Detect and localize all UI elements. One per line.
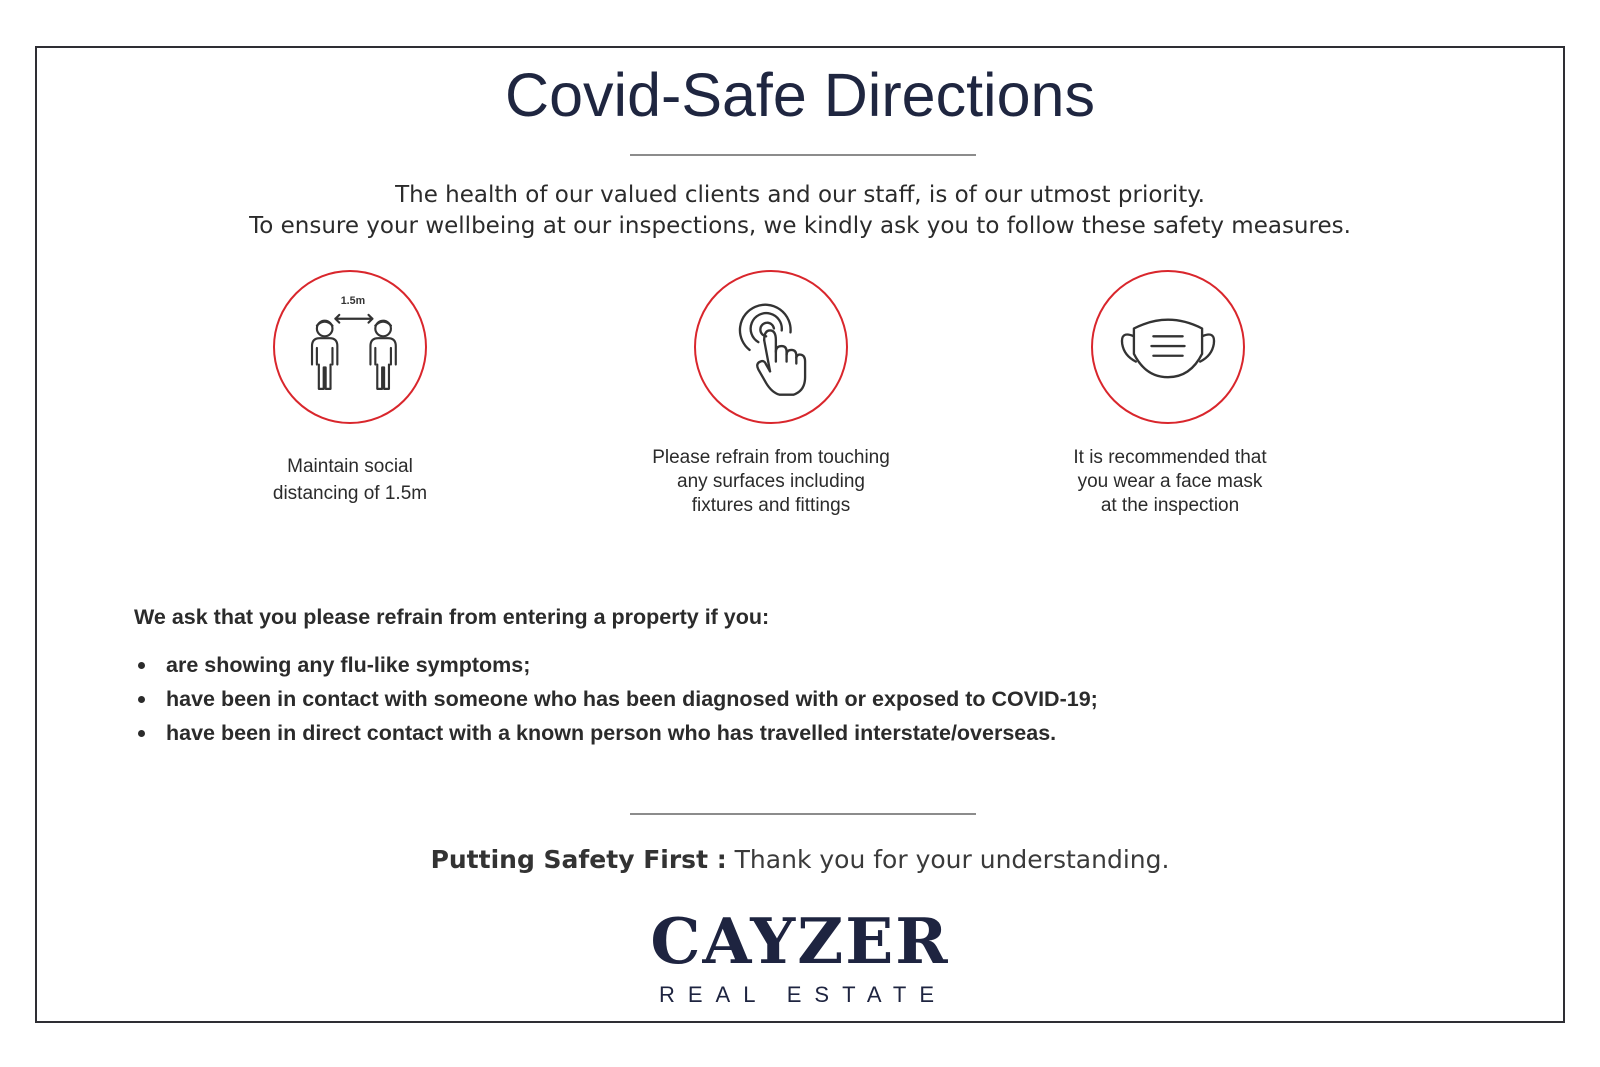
brand-tagline: REAL ESTATE: [658, 982, 948, 1007]
footer-divider: [630, 813, 976, 815]
list-item: [134, 682, 1098, 716]
social-distancing-icon: [273, 270, 427, 424]
restrictions-list: [134, 648, 1098, 750]
caption-line: at the inspection: [1100, 495, 1240, 516]
bullet-icon: [138, 662, 145, 669]
brand-logo: CAYZER: [650, 904, 950, 978]
closing-text: Thank you for your understanding.: [726, 845, 1170, 874]
restrictions-heading: We ask that you please refrain from entering a property if you:: [134, 605, 770, 629]
title-divider: [630, 154, 976, 156]
touch-hand-icon: [694, 270, 848, 424]
caption-social-distancing: [253, 455, 447, 506]
caption-line: It is recommended that: [1073, 447, 1267, 468]
caption-line: you wear a face mask: [1077, 471, 1263, 492]
closing-strong: Putting Safety First :: [430, 845, 727, 874]
bullet-icon: [138, 696, 145, 703]
intro-line-1: The health of our valued clients and our staff, is of our utmost priority.: [395, 182, 1205, 208]
caption-line: distancing of 1.5m: [272, 483, 428, 504]
intro-text: [0, 180, 1600, 242]
list-item: [134, 648, 1098, 682]
caption-line: Please refrain from touching: [652, 447, 890, 468]
closing-message: [0, 845, 1600, 874]
bullet-icon: [138, 730, 145, 737]
caption-face-mask: [1060, 446, 1280, 518]
caption-line: Maintain social: [287, 456, 413, 477]
face-mask-icon: [1091, 270, 1245, 424]
list-item-text: have been in contact with someone who has been diagnosed with or exposed to COVID-19;: [166, 687, 1098, 711]
intro-line-2: To ensure your wellbeing at our inspections, we kindly ask you to follow these safety measures.: [249, 213, 1351, 239]
list-item-text: are showing any flu-like symptoms;: [166, 653, 531, 677]
distance-label: 1.5m: [340, 295, 366, 308]
caption-line: any surfaces including: [677, 471, 865, 492]
list-item-text: have been in direct contact with a known person who has travelled interstate/overseas.: [166, 721, 1057, 745]
list-item: [134, 716, 1098, 750]
caption-no-touching: [630, 446, 912, 518]
page-title: Covid-Safe Directions: [505, 61, 1095, 129]
caption-line: fixtures and fittings: [691, 495, 851, 516]
